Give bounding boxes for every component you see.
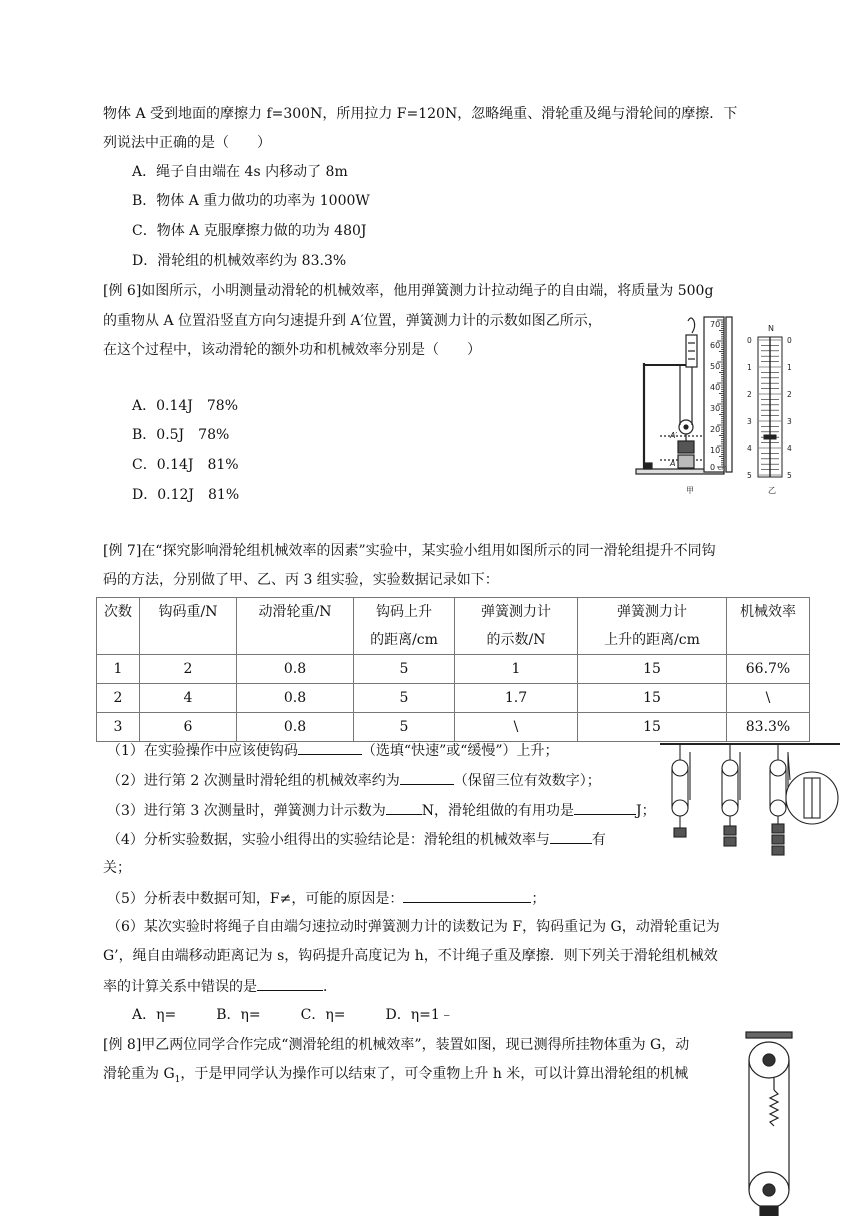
q5-option-c: C．物体 A 克服摩擦力做的功为 480J <box>132 223 367 239</box>
ruler-unit: cm <box>718 465 728 472</box>
cell: 1 <box>97 655 140 684</box>
q7-part4-cont: 关； <box>103 860 131 876</box>
blank[interactable] <box>574 800 636 815</box>
cell: 0.8 <box>237 684 354 713</box>
label-jia: 甲 <box>686 486 694 495</box>
q7-part2: （2）进行第 2 次测量时滑轮组的机械效率约为 （保留三位有效数字）； <box>107 770 601 791</box>
header-efficiency: 机械效率 <box>727 598 810 655</box>
scale-right-1: 1 <box>787 363 792 372</box>
q6-option-b: B．0.5J 78% <box>132 427 230 443</box>
cell: 83.3% <box>727 713 810 742</box>
ruler-tick-50: 50 <box>710 362 721 371</box>
q7-option-a: A．η= <box>132 1007 177 1023</box>
cell: 15 <box>578 713 727 742</box>
q6-stem-line3: 在这个过程中，该动滑轮的额外功和机械效率分别是（ ） <box>103 342 481 358</box>
q7-figure <box>660 740 840 870</box>
ruler-tick-20: 20 <box>710 425 721 434</box>
cell: 5 <box>354 684 455 713</box>
q7-part1: （1）在实验操作中应该使钩码 （选填“快速”或“缓慢”）上升； <box>107 740 559 761</box>
experiment-table <box>96 597 810 742</box>
q5-stem-line2: 列说法中正确的是（ ） <box>103 135 271 151</box>
q5-option-d: D．滑轮组的机械效率约为 83.3% <box>132 253 347 269</box>
ruler-tick-40: 40 <box>710 383 721 392</box>
cell: 2 <box>97 684 140 713</box>
scale-left-3: 3 <box>747 417 752 426</box>
q7-stem-line2: 码的方法，分别做了甲、乙、丙 3 组实验，实验数据记录如下： <box>103 572 499 588</box>
label-a-prime: A′ <box>670 431 678 440</box>
q7-options <box>132 1005 454 1025</box>
header-pulley-weight: 动滑轮重/N <box>237 598 354 655</box>
cell: 5 <box>354 713 455 742</box>
cell: 1 <box>455 655 578 684</box>
q7-part3: （3）进行第 3 次测量时，弹簧测力计示数为 N，滑轮组做的有用功是 J； <box>107 800 656 821</box>
ruler-tick-60: 60 <box>710 341 721 350</box>
blank[interactable] <box>386 800 422 815</box>
ruler-tick-0: 0 <box>710 463 716 472</box>
scale-right-5: 5 <box>787 471 792 480</box>
q6-figure <box>630 315 810 500</box>
ruler-tick-30: 30 <box>710 404 721 413</box>
cell: 0.8 <box>237 655 354 684</box>
header-reading: 弹簧测力计 的示数/N <box>455 598 578 655</box>
blank[interactable] <box>257 976 323 991</box>
q5-option-b: B．物体 A 重力做功的功率为 1000W <box>132 193 370 209</box>
cell: 66.7% <box>727 655 810 684</box>
cell: 3 <box>97 713 140 742</box>
cell: \ <box>727 684 810 713</box>
q8-figure <box>738 1030 800 1216</box>
q6-option-d: D．0.12J 81% <box>132 487 240 503</box>
scale-right-0: 0 <box>787 336 792 345</box>
header-count: 次数 <box>97 598 140 655</box>
blank[interactable] <box>400 770 454 785</box>
cell: 5 <box>354 655 455 684</box>
header-scale-rise: 弹簧测力计 上升的距离/cm <box>578 598 727 655</box>
q8-stem-line1: [例 8]甲乙两位同学合作完成“测滑轮组的机械效率”，装置如图，现已测得所挂物体重为 G，动 <box>103 1037 690 1053</box>
label-a: A <box>670 459 676 468</box>
cell: 6 <box>140 713 237 742</box>
table-row <box>97 684 810 713</box>
header-rise: 钩码上升 的距离/cm <box>354 598 455 655</box>
table-row <box>97 655 810 684</box>
q7-part6-line2: G’，绳自由端移动距离记为 s，钩码提升高度记为 h，不计绳子重及摩擦．则下列关于滑轮组机械效 <box>103 948 718 964</box>
scale-right-2: 2 <box>787 390 792 399</box>
scale-left-1: 1 <box>747 363 752 372</box>
scale-right-3: 3 <box>787 417 792 426</box>
cell: 4 <box>140 684 237 713</box>
label-yi: 乙 <box>768 486 776 495</box>
q6-stem-line2: 的重物从 A 位置沿竖直方向匀速提升到 A′位置，弹簧测力计的示数如图乙所示， <box>103 313 602 329</box>
cell: 2 <box>140 655 237 684</box>
table-header-row <box>97 598 810 655</box>
q6-option-c: C．0.14J 81% <box>132 457 239 473</box>
cell: 1.7 <box>455 684 578 713</box>
q7-part5: （5）分析表中数据可知，F≠，可能的原因是： ； <box>107 888 545 909</box>
label-n: N <box>768 324 774 333</box>
q7-option-b: B．η= <box>216 1007 261 1023</box>
q7-stem-line1: [例 7]在“探究影响滑轮组机械效率的因素”实验中，某实验小组用如图所示的同一滑轮组提升不同钩 <box>103 543 716 559</box>
q8-stem-line2: 滑轮重为 $G_1$，于是甲同学认为操作可以结束了，可令重物上升 h 米，可以计算出滑轮组的机械 <box>103 1066 689 1085</box>
q7-part4: （4）分析实验数据，实验小组得出的实验结论是：滑轮组的机械效率与 有 <box>107 829 606 850</box>
scale-left-5: 5 <box>747 471 752 480</box>
ruler-tick-10: 10 <box>710 446 721 455</box>
blank[interactable] <box>550 829 592 844</box>
q6-stem-line1: [例 6]如图所示，小明测量动滑轮的机械效率，他用弹簧测力计拉动绳子的自由端，将质量为 500g <box>103 283 714 299</box>
blank[interactable] <box>403 888 531 903</box>
cell: 0.8 <box>237 713 354 742</box>
scale-right-4: 4 <box>787 444 792 453</box>
header-weight: 钩码重/N <box>140 598 237 655</box>
scale-left-4: 4 <box>747 444 752 453</box>
cell: 15 <box>578 684 727 713</box>
scale-left-0: 0 <box>747 336 752 345</box>
q7-part6-line3: 率的计算关系中错误的是 ． <box>103 976 337 997</box>
q5-option-a: A．绳子自由端在 4s 内移动了 8m <box>132 164 348 180</box>
ruler-tick-70: 70 <box>710 320 721 329</box>
scale-left-2: 2 <box>747 390 752 399</box>
q5-stem-line1: 物体 A 受到地面的摩擦力 f=300N，所用拉力 F=120N，忽略绳重、滑轮重及绳与滑轮间的摩擦．下 <box>103 106 738 122</box>
table-row <box>97 713 810 742</box>
q7-part6-line1: （6）某次实验时将绳子自由端匀速拉动时弹簧测力计的读数记为 F，钩码重记为 G，动滑轮重记为 <box>107 919 720 935</box>
q6-option-a: A．0.14J 78% <box>132 398 239 414</box>
q7-option-d: D．η=1﹣ <box>385 1007 454 1023</box>
blank[interactable] <box>298 740 362 755</box>
cell: 15 <box>578 655 727 684</box>
q7-option-c: C．η= <box>300 1007 346 1023</box>
cell: \ <box>455 713 578 742</box>
